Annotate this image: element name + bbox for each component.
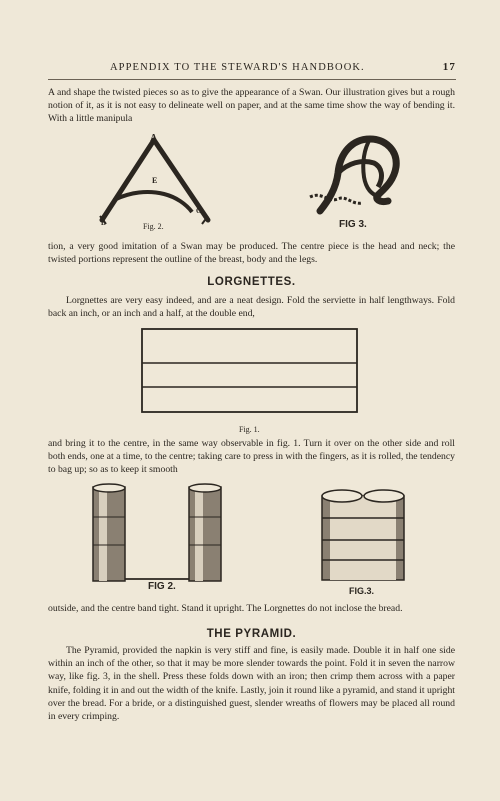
swan-fig3-illustration	[308, 129, 420, 219]
page-number: 17	[442, 61, 456, 73]
swan-label-e: E	[152, 176, 158, 185]
swan-fig3-caption: FIG 3.	[339, 219, 367, 230]
lorgnettes-heading: LORGNETTES.	[207, 276, 296, 288]
swan-label-c: C	[196, 207, 202, 215]
swan-end-paragraph: tion, a very good imitation of a Swan may be produced. The centre piece is the head and neck; the twisted portions represent the outline of the breast, body and the legs.	[48, 241, 455, 266]
lorgnettes-fig1-diagram	[141, 328, 359, 414]
lorgnettes-fig3-caption: FIG.3.	[349, 586, 375, 596]
swan-label-a: A	[150, 133, 158, 144]
lorgnettes-fig2-illustration	[91, 483, 225, 585]
header-rule	[48, 79, 456, 80]
pyramid-paragraph: The Pyramid, provided the napkin is very stiff and fine, is easily made. Double it in half one side within an inch of the other, so that it may be more slender towards the point. Fold it in seven the narrow way, like fig. 3, in the shell. Press these folds down with an iron; then crimp them across with a paper knife, folding it in and out the width of the knife. Lastly, join it round like a pyramid, and stand it upright over the bread. For a bride, or a distinguished guest, slender wreaths of flowers may be placed all round in every crimping.	[48, 645, 455, 723]
pyramid-heading: THE PYRAMID.	[206, 628, 297, 640]
running-title: APPENDIX TO THE STEWARD'S HANDBOOK.	[110, 62, 365, 73]
lorgnettes-fig2-caption: FIG 2.	[148, 581, 176, 592]
lorgnettes-fig3-illustration	[320, 488, 406, 584]
lorgnettes-paragraph-3: outside, and the centre band tight. Stand it upright. The Lorgnettes do not inclose the bread.	[48, 603, 403, 614]
lorgnettes-paragraph-2: and bring it to the centre, in the same way observable in fig. 1. Turn it over on the other side and roll both ends, one at a time, to the centre; taking care to press in with the fingers, as it is rolled, the tendency to bag up; so as to keep it smooth	[48, 438, 455, 476]
lorgnettes-fig1-caption: Fig. 1.	[239, 425, 260, 434]
swan-intro-paragraph: A and shape the twisted pieces so as to give the appearance of a Swan. Our illustration gives but a rough notion of it, as it is not easy to delineate well on paper, and at the same time show the way of bending it. With a little manipula	[48, 87, 455, 125]
swan-label-b: B	[101, 219, 106, 227]
swan-fig2-caption: Fig. 2.	[143, 222, 164, 231]
lorgnettes-paragraph-1: Lorgnettes are very easy indeed, and are a neat design. Fold the serviette in half lengthways. Fold back an inch, or an inch and a half, at the double end,	[48, 295, 455, 320]
